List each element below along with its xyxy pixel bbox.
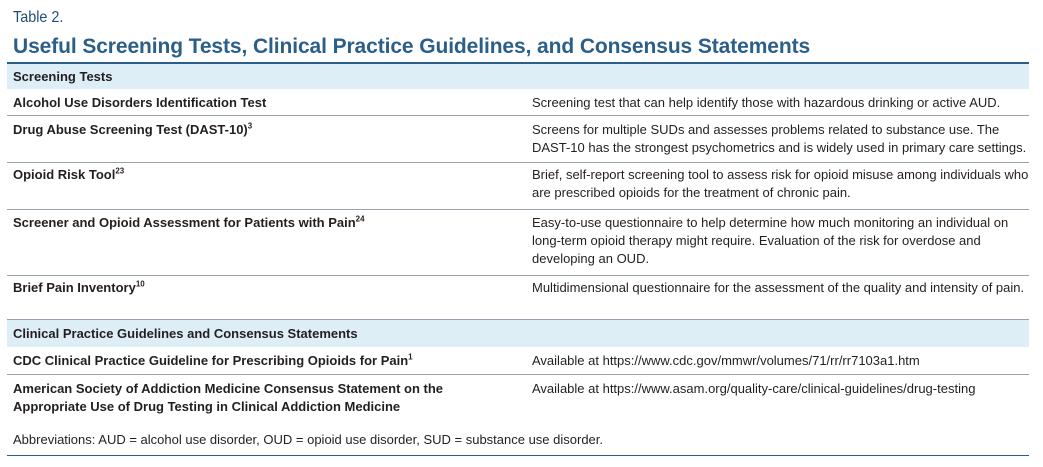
table-row	[7, 276, 1029, 320]
test-name: Screener and Opioid Assessment for Patients with Pain$^{24}$	[13, 214, 365, 230]
bottom-rule	[7, 455, 1029, 456]
test-description: Brief, self-report screening tool to assess risk for opioid misuse among individuals who are prescribed opioids for the treatment of chronic pain.	[532, 167, 1029, 200]
table-row	[7, 375, 1029, 423]
footnote-abbreviations: Abbreviations: AUD = alcohol use disorder, OUD = opioid use disorder, SUD = substance use disorder.	[13, 432, 604, 447]
test-name: Alcohol Use Disorders Identification Test	[13, 95, 267, 110]
test-name: Opioid Risk Tool$^{23}$	[13, 166, 125, 182]
table-label: Table 2.	[13, 9, 64, 26]
guideline-link-text: Available at https://www.cdc.gov/mmwr/volumes/71/rr/rr7103a1.htm	[532, 353, 920, 368]
test-description: Screening test that can help identify those with hazardous drinking or active AUD.	[532, 95, 1001, 110]
table-row	[7, 210, 1029, 276]
table-row	[7, 347, 1029, 375]
guideline-name: American Society of Addiction Medicine Consensus Statement on the Appropriate Use of Drug Testing in Clinical Addiction Medicine	[13, 381, 444, 414]
table-row	[7, 116, 1029, 163]
test-description: Easy-to-use questionnaire to help determine how much monitoring an individual on long-term opioid therapy might require. Evaluation of the risk for overdose and developing an OUD.	[532, 215, 1009, 266]
table-row	[7, 89, 1029, 116]
guideline-name: CDC Clinical Practice Guideline for Prescribing Opioids for Pain$^1$	[13, 352, 413, 368]
section-heading-screening-tests: Screening Tests	[7, 64, 1029, 89]
guideline-link-text: Available at https://www.asam.org/quality-care/clinical-guidelines/drug-testing	[532, 381, 976, 396]
test-name: Drug Abuse Screening Test (DAST-10)$^3$	[13, 121, 253, 137]
table-title: Useful Screening Tests, Clinical Practice Guidelines, and Consensus Statements	[13, 35, 811, 58]
section-heading-guidelines: Clinical Practice Guidelines and Consensus Statements	[7, 320, 1029, 347]
test-name: Brief Pain Inventory$^{10}$	[13, 279, 145, 295]
test-description: Screens for multiple SUDs and assesses problems related to substance use. The DAST-10 has the strongest psychometrics and is widely used in primary care settings.	[532, 122, 1027, 155]
test-description: Multidimensional questionnaire for the assessment of the quality and intensity of pain.	[532, 280, 1025, 295]
table-row	[7, 163, 1029, 210]
